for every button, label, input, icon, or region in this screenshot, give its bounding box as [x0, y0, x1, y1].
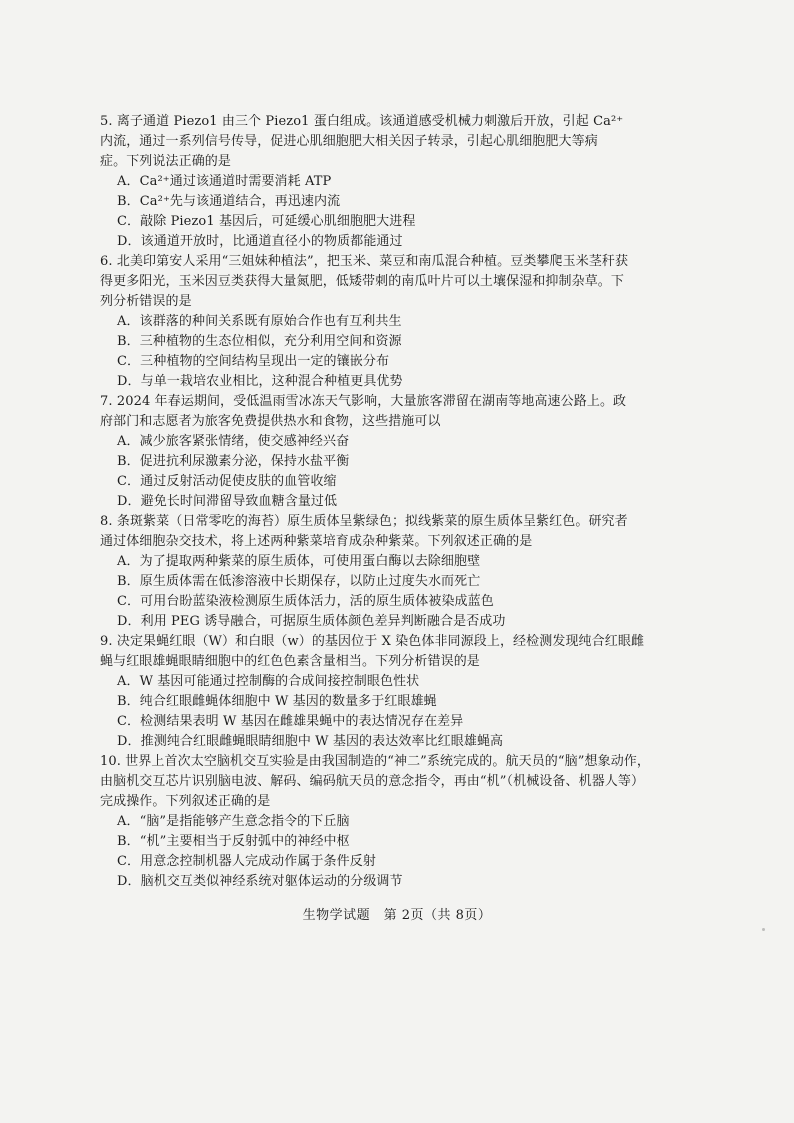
option-b: B．“机”主要相当于反射弧中的神经中枢 [117, 834, 350, 849]
option-a: A．减少旅客紧张情绪，使交感神经兴奋 [117, 434, 350, 449]
question-10 [100, 752, 748, 892]
question-5 [100, 112, 748, 252]
option-b: B．三种植物的生态位相似，充分利用空间和资源 [117, 334, 402, 349]
question-number: 7. [100, 394, 113, 409]
option-d: D．推测纯合红眼雌蝇眼睛细胞中 W 基因的表达效率比红眼雄蝇高 [117, 734, 504, 749]
question-6 [100, 252, 748, 392]
option-d: D．利用 PEG 诱导融合，可据原生质体颜色差异判断融合是否成功 [117, 614, 506, 629]
question-stem-line: 8. 条斑紫菜（日常零吃的海苔）原生质体呈紫绿色；拟线紫菜的原生质体呈紫红色。研究者 [100, 514, 628, 529]
option-a: A．W 基因可能通过控制酶的合成间接控制眼色性状 [117, 674, 420, 689]
option-d: D．与单一栽培农业相比，这种混合种植更具优势 [117, 374, 403, 389]
question-stem-line: 府部门和志愿者为旅客免费提供热水和食物，这些措施可以 [100, 414, 441, 429]
option-c: C．敲除 Piezo1 基因后，可延缓心肌细胞肥大进程 [117, 214, 416, 229]
question-stem-line: 9. 决定果蝇红眼（W）和白眼（w）的基因位于 X 染色体非同源段上，经检测发现纯合红眼雌 [100, 634, 645, 649]
question-9 [100, 632, 748, 752]
option-b: B．纯合红眼雌蝇体细胞中 W 基因的数量多于红眼雄蝇 [117, 694, 437, 709]
option-a: A．“脑”是指能够产生意念指令的下丘脑 [117, 814, 350, 829]
option-a: A．为了提取两种紫菜的原生质体，可使用蛋白酶以去除细胞壁 [117, 554, 481, 569]
question-number: 6. [100, 254, 113, 269]
question-7 [100, 392, 748, 512]
question-stem-line: 7. 2024 年春运期间，受低温雨雪冰冻天气影响，大量旅客滞留在湖南等地高速公路上。政 [100, 394, 627, 409]
option-a: A．Ca²⁺通过该通道时需要消耗 ATP [117, 174, 332, 189]
question-8 [100, 512, 748, 632]
question-stem-line: 10. 世界上首次太空脑机交互实验是由我国制造的“神二”系统完成的。航天员的“脑”想象动作， [100, 754, 651, 769]
question-stem-line: 由脑机交互芯片识别脑电波、解码、编码航天员的意念指令，再由“机”（机械设备、机器人等） [100, 774, 645, 789]
option-a: A．该群落的种间关系既有原始合作也有互利共生 [117, 314, 402, 329]
option-c: C．通过反射活动促使皮肤的血管收缩 [117, 474, 337, 489]
question-stem-line: 6. 北美印第安人采用“三姐妹种植法”，把玉米、菜豆和南瓜混合种植。豆类攀爬玉米茎秆获 [100, 254, 629, 269]
scan-speck [762, 928, 765, 931]
page-footer: 生物学试题 第 2页（共 8页） [302, 908, 492, 923]
option-d: D．脑机交互类似神经系统对躯体运动的分级调节 [117, 874, 403, 889]
option-c: C．检测结果表明 W 基因在雌雄果蝇中的表达情况存在差异 [117, 714, 464, 729]
question-stem-line: 列分析错误的是 [100, 294, 192, 309]
question-number: 10. [100, 754, 121, 769]
question-stem-line: 5. 离子通道 Piezo1 由三个 Piezo1 蛋白组成。该通道感受机械力刺激后开放，引起 Ca²⁺ [100, 114, 624, 129]
question-stem-line: 通过体细胞杂交技术，将上述两种紫菜培育成杂种紫菜。下列叙述正确的是 [100, 534, 533, 549]
option-d: D．该通道开放时，比通道直径小的物质都能通过 [117, 234, 403, 249]
question-number: 8. [100, 514, 113, 529]
option-c: C．可用台盼蓝染液检测原生质体活力，活的原生质体被染成蓝色 [117, 594, 494, 609]
question-stem-line: 内流，通过一系列信号传导，促进心肌细胞肥大相关因子转录，引起心肌细胞肥大等病 [100, 134, 598, 149]
option-b: B．促进抗利尿激素分泌，保持水盐平衡 [117, 454, 350, 469]
question-stem-line: 症。下列说法正确的是 [100, 154, 232, 169]
option-c: C．三种植物的空间结构呈现出一定的镶嵌分布 [117, 354, 390, 369]
option-c: C．用意念控制机器人完成动作属于条件反射 [117, 854, 376, 869]
option-d: D．避免长时间滞留导致血糖含量过低 [117, 494, 338, 509]
question-stem-line: 得更多阳光，玉米因豆类获得大量氮肥，低矮带刺的南瓜叶片可以土壤保湿和抑制杂草。下 [100, 274, 625, 289]
question-list [100, 112, 748, 892]
question-stem-line: 完成操作。下列叙述正确的是 [100, 794, 271, 809]
question-number: 9. [100, 634, 113, 649]
option-b: B．原生质体需在低渗溶液中长期保存，以防止过度失水而死亡 [117, 574, 481, 589]
option-b: B．Ca²⁺先与该通道结合，再迅速内流 [117, 194, 341, 209]
question-stem-line: 蝇与红眼雄蝇眼睛细胞中的红色色素含量相当。下列分析错误的是 [100, 654, 480, 669]
question-number: 5. [100, 114, 113, 129]
